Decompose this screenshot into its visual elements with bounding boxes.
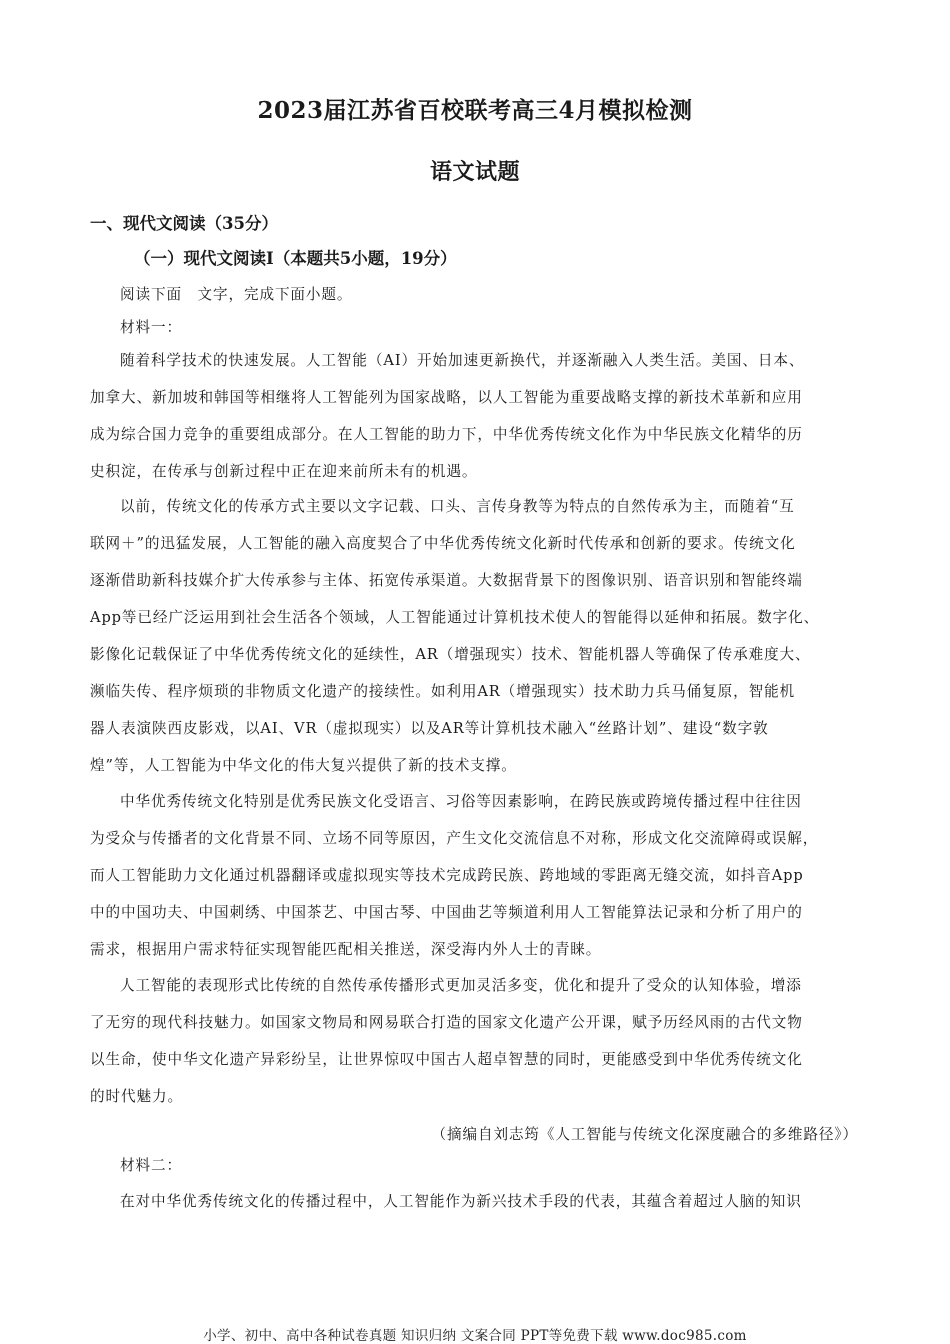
paragraph-line: 加拿大、新加坡和韩国等相继将人工智能列为国家战略，以人工智能为重要战略支撑的新技术革新和应用 xyxy=(90,389,803,406)
paragraph-line: 史积淀，在传承与创新过程中正在迎来前所未有的机遇。 xyxy=(90,463,478,480)
instruction-text: 阅读下面 文字，完成下面小题。 xyxy=(120,286,353,303)
paragraph-line: 中的中国功夫、中国刺绣、中国茶艺、中国古琴、中国曲艺等频道利用人工智能算法记录和分析了用户的 xyxy=(90,904,803,921)
paragraph-line: 的时代魅力。 xyxy=(90,1088,183,1105)
paragraph-line: 在对中华优秀传统文化的传播过程中，人工智能作为新兴技术手段的代表，其蕴含着超过人脑的知识 xyxy=(120,1193,802,1210)
paragraph-line: 以前，传统文化的传承方式主要以文字记载、口头、言传身教等为特点的自然传承为主，而随着“互 xyxy=(120,498,795,515)
material-1-source: （摘编自刘志筠《人工智能与传统文化深度融合的多维路径》） xyxy=(431,1126,858,1143)
section-heading: 一、现代文阅读（35分） xyxy=(90,214,278,233)
paragraph-line: 逐渐借助新科技媒介扩大传承参与主体、拓宽传承渠道。大数据背景下的图像识别、语音识别和智能终端 xyxy=(90,572,803,589)
material-2-label: 材料二： xyxy=(120,1157,182,1174)
paragraph-line: 而人工智能助力文化通过机器翻译或虚拟现实等技术完成跨民族、跨地域的零距离无缝交流，如抖音App xyxy=(90,867,804,884)
paragraph-line: 随着科学技术的快速发展。人工智能（AI）开始加速更新换代，并逐渐融入人类生活。美国、日本、 xyxy=(120,352,805,369)
paragraph-line: 濒临失传、程序烦琐的非物质文化遗产的接续性。如利用AR（增强现实）技术助力兵马俑复原，智能机 xyxy=(90,683,796,700)
paragraph-line: 中华优秀传统文化特别是优秀民族文化受语言、习俗等因素影响，在跨民族或跨境传播过程中往往因 xyxy=(120,793,802,810)
paragraph-line: 联网＋”的迅猛发展，人工智能的融入高度契合了中华优秀传统文化新时代传承和创新的要求。传统文化 xyxy=(90,535,796,552)
paragraph-line: 为受众与传播者的文化背景不同、立场不同等原因，产生文化交流信息不对称，形成文化交流障碍或误解， xyxy=(90,830,819,847)
paragraph-line: 影像化记载保证了中华优秀传统文化的延续性，AR（增强现实）技术、智能机器人等确保了传承难度大、 xyxy=(90,646,811,663)
exam-subtitle: 语文试题 xyxy=(429,159,520,185)
paragraph-line: 成为综合国力竞争的重要组成部分。在人工智能的助力下，中华优秀传统文化作为中华民族文化精华的历 xyxy=(90,426,803,443)
page-footer: 小学、初中、高中各种试卷真题 知识归纳 文案合同 PPT等免费下载 www.doc985.com xyxy=(203,1328,747,1344)
paragraph-line: App等已经广泛运用到社会生活各个领域，人工智能通过计算机技术使人的智能得以延伸和拓展。数字化、 xyxy=(90,609,820,626)
material-1-label: 材料一： xyxy=(120,319,182,336)
paragraph-line: 煌”等，人工智能为中华文化的伟大复兴提供了新的技术支撑。 xyxy=(90,757,517,774)
paragraph-line: 需求，根据用户需求特征实现智能匹配相关推送，深受海内外人士的青睐。 xyxy=(90,941,602,958)
paragraph-line: 以生命，使中华文化遗产异彩纷呈，让世界惊叹中国古人超卓智慧的同时，更能感受到中华优秀传统文化 xyxy=(90,1051,803,1068)
subsection-heading: （一）现代文阅读Ⅰ（本题共5小题，19分） xyxy=(134,249,457,268)
paragraph-line: 器人表演陕西皮影戏，以AI、VR（虚拟现实）以及AR等计算机技术融入“丝路计划”、建设“数字敦 xyxy=(90,720,769,737)
paragraph-line: 了无穷的现代科技魅力。如国家文物局和网易联合打造的国家文化遗产公开课，赋予历经风雨的古代文物 xyxy=(90,1014,803,1031)
paragraph-line: 人工智能的表现形式比传统的自然传承传播形式更加灵活多变，优化和提升了受众的认知体验，增添 xyxy=(120,977,802,994)
exam-title: 2023届江苏省百校联考高三4月模拟检测 xyxy=(257,97,693,124)
